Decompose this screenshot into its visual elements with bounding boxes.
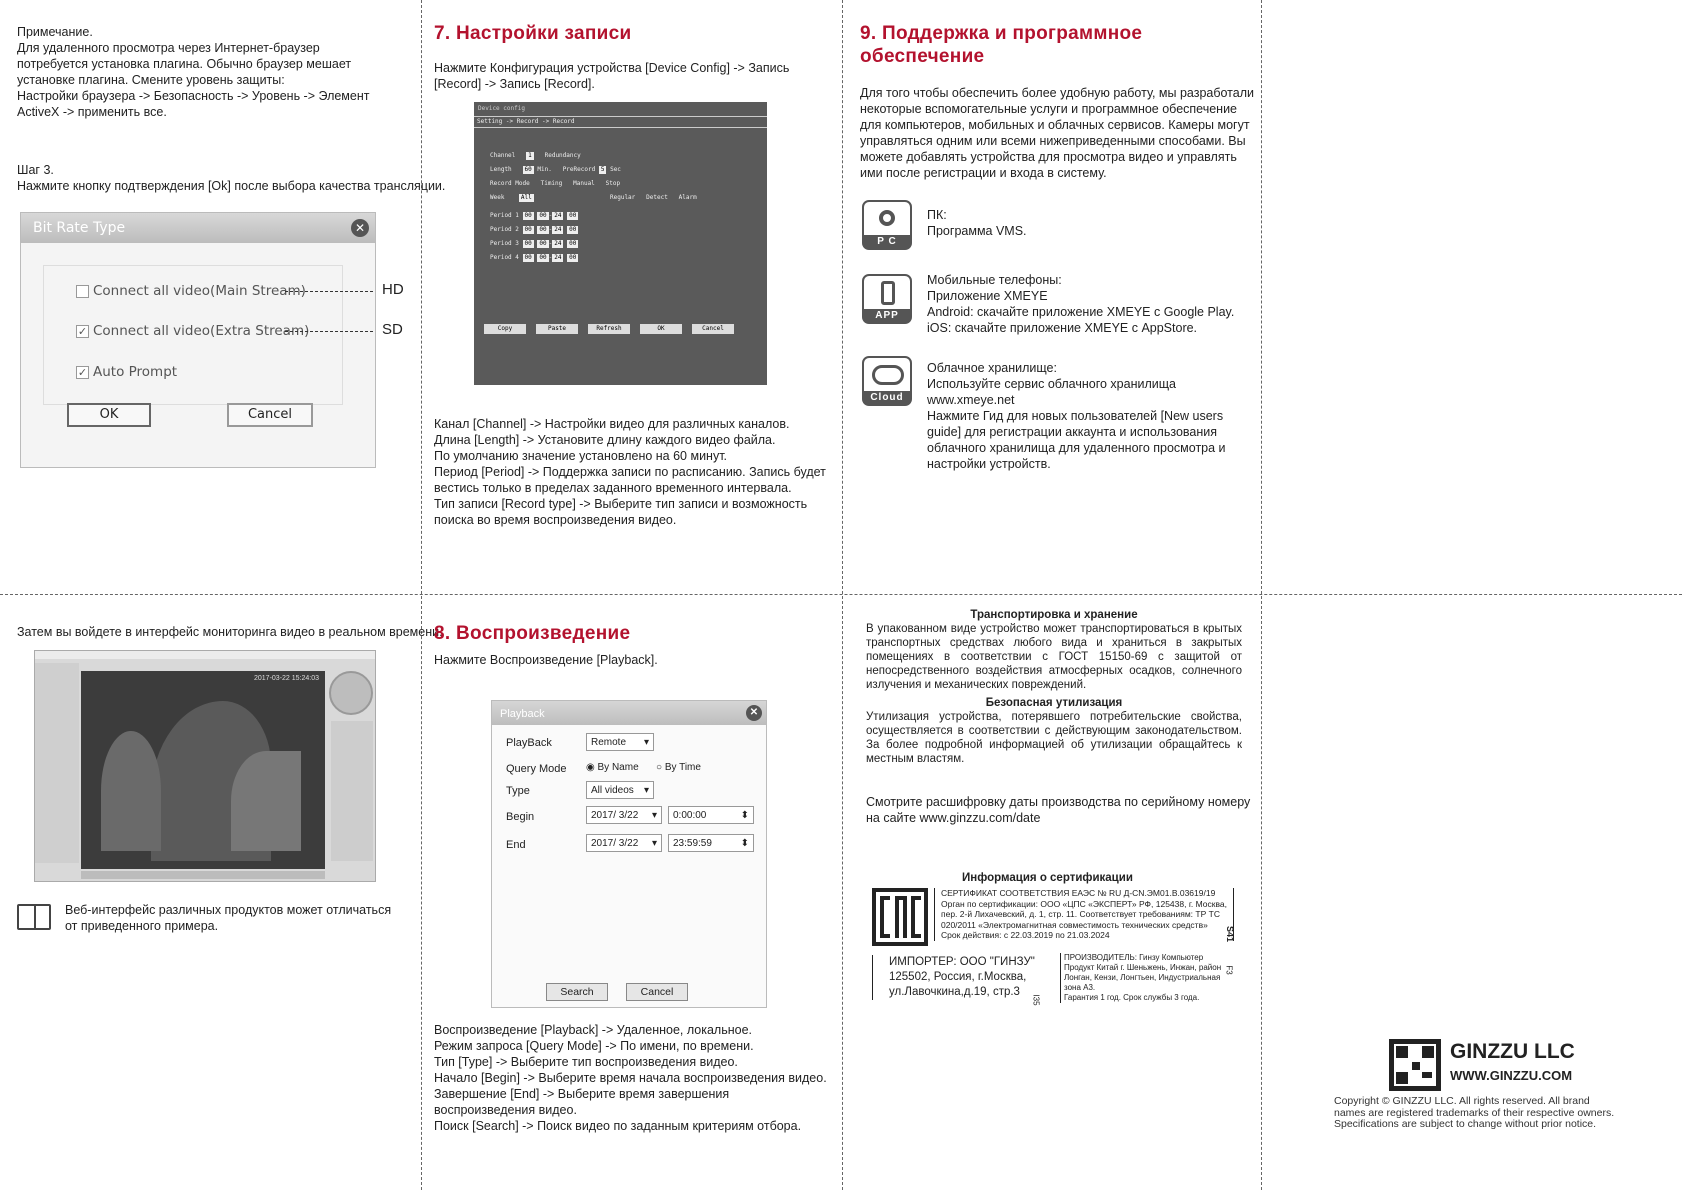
cloud-icon [862,356,912,406]
dialog-title: Playback [500,708,545,720]
text-line: Поиск [Search] -> Поиск видео по заданным критериям отбора. [434,1119,802,1133]
record-intro [434,60,789,92]
text-line: 020/2011 «Электромагнитная совместимость технических средств» [941,919,1208,930]
playback-toolbar [81,871,325,879]
interface-note [65,902,391,934]
manufacturer-info [1060,953,1238,1003]
column-header: Regular [610,194,636,201]
week-row [490,194,534,202]
company-site: WWW.GINZZU.COM [1450,1068,1573,1083]
title-line: обеспечение [860,46,985,67]
close-icon[interactable]: ✕ [746,705,762,721]
text-line: Нажмите кнопку подтверждения [Ok] после выбора качества трансляции. [17,179,446,193]
column-header: Alarm [678,194,697,201]
time-input[interactable]: 00 [569,212,577,219]
cert-title: Информация о сертификации [962,872,1133,884]
text-line: iOS: скачайте приложение XMEYE с AppStore. [927,321,1198,335]
chevron-down-icon: ▾ [643,737,649,748]
dialog-title: Bit Rate Type [33,220,126,236]
text-line: от приведенного примера. [65,919,219,933]
monitor-intro: Затем вы войдете в интерфейс мониторинга видео в реальном времени. [17,625,443,639]
sd-label: SD [382,321,403,338]
app-info [927,272,1234,336]
window-title: Device config [478,105,525,112]
text-line: ПК: [927,208,947,222]
text-line: Android: скачайте приложение XMEYE с Google Play. [927,305,1235,319]
text-line: Для того чтобы обеспечить более удобную работу, мы разработали [860,86,1254,100]
extra-stream-option[interactable] [76,323,309,339]
code-f3: F3 [1224,965,1234,975]
text-line: Мобильные телефоны: [927,273,1062,287]
hd-label: HD [382,281,404,298]
fold-line-3 [1261,0,1262,1190]
by-name-radio[interactable]: ◉ By Name [586,762,639,773]
close-icon[interactable]: ✕ [351,219,369,237]
section-heading: Транспортировка и хранение [970,609,1138,621]
field-label: Min. [537,166,552,173]
menu-bar [35,651,375,659]
field-label: Record Mode [490,180,530,187]
field-label: Period 2 [490,226,519,233]
column-header: Detect [646,194,668,201]
qr-module [1412,1062,1420,1070]
text-line: Срок действия: с 22.03.2019 по 21.03.2024 [941,930,1110,940]
query-mode-label: Query Mode [506,763,567,775]
period-row: Period 4 00 00 - 24 00 [490,254,577,261]
time-input[interactable]: 24 [554,254,562,261]
time-value: 23:59:59 [673,838,712,849]
playback-description [434,1022,827,1134]
cancel-button[interactable]: Cancel [227,403,313,427]
field-label: Period 1 [490,212,519,219]
text-line: Тип [Type] -> Выберите тип воспроизведения видео. [434,1055,738,1069]
text-line: установке плагина. Смените уровень защиты: [17,73,285,87]
text-line: Для удаленного просмотра через Интернет-браузер [17,41,320,55]
time-input[interactable]: 00 [539,226,547,233]
book-spine [34,906,36,928]
radio-label: By Time [664,762,701,773]
type-label: Type [506,785,530,797]
text-line: пер. 2-й Лихачевский, д. 1, стр. 11. Соответствует требованиям: ТР ТС [941,909,1220,919]
dialog-titlebar [21,213,375,243]
section-9-title [860,22,1142,68]
playback-intro: Нажмите Воспроизведение [Playback]. [434,653,658,667]
text-line: Воспроизведение [Playback] -> Удаленное, локальное. [434,1023,753,1037]
time-input[interactable]: 00 [524,226,532,233]
qr-finder [1396,1072,1408,1084]
time-input[interactable]: 00 [524,254,532,261]
spinner-icon: ⬍ [740,838,749,849]
text-line: Используйте сервис облачного хранилища [927,377,1176,391]
text-line: вестись только в пределах заданного временного интервала. [434,481,792,495]
text-line: управляться одним или всеми нижеприведенными способами. Вы [860,134,1246,148]
app-phone-icon [862,274,912,324]
time-input[interactable]: 00 [539,212,547,219]
web-interface-screenshot [34,650,376,882]
text-line: Облачное хранилище: [927,361,1057,375]
text-line: потребуется установка плагина. Обычно браузер мешает [17,57,352,71]
field-label: Redundancy [544,152,581,159]
option-label: Auto Prompt [93,364,178,380]
chevron-down-icon: ▾ [643,785,649,796]
text-line: ПРОИЗВОДИТЕЛЬ: Гинзу Компьютер [1064,953,1204,962]
text-line: Смотрите расшифровку даты производства по серийному номеру [866,795,1251,809]
text-line: воспроизведения видео. [434,1103,577,1117]
text-line: Режим запроса [Query Mode] -> По имени, по времени. [434,1039,754,1053]
plant-shape [101,731,161,851]
text-line: Период [Period] -> Поддержка записи по расписанию. Запись будет [434,465,826,479]
cancel-button[interactable]: Cancel [626,983,688,1001]
cancel-button[interactable]: Cancel [692,324,734,334]
config-path: Setting -> Record -> Record [474,116,767,128]
type-headers [610,194,697,202]
playback-dialog [491,700,767,1008]
text-line: ул.Лавочкина,д.19, стр.3 [889,986,1020,998]
search-button[interactable]: Search [546,983,608,1001]
eac-mark [872,888,928,946]
ptz-panel [331,721,373,861]
main-stream-option[interactable] [76,283,306,299]
time-input[interactable]: 00 [539,254,547,261]
fold-line-2 [842,0,843,1190]
end-time[interactable] [668,834,754,852]
importer-info [872,955,1035,1000]
title-line: 9. Поддержка и программное [860,23,1143,44]
text-line: Длина [Length] -> Установите длину каждого видео файла. [434,433,776,447]
field-label: Sec [610,166,621,173]
time-input[interactable]: 24 [554,240,562,247]
ok-button[interactable]: OK [640,324,682,334]
time-input[interactable]: 00 [524,240,532,247]
time-input[interactable]: 00 [569,254,577,261]
phone-shape [881,281,895,305]
copy-button[interactable]: Copy [484,324,526,334]
qr-finder [1396,1046,1408,1058]
text-line: Лонган, Кензи, Лонгтьен, Индустриальная [1064,973,1221,982]
text-line: Copyright © GINZZU LLC. All rights reserved. All brand [1334,1095,1590,1107]
text-line: Нажмите Конфигурация устройства [Device Config] -> Запись [434,61,790,75]
period-row: Period 1 00 00 - 24 00 [490,212,577,219]
record-description [434,416,826,528]
sd-leader [285,331,373,332]
begin-label: Begin [506,811,535,823]
paste-button[interactable]: Paste [536,324,578,334]
text-line: Начало [Begin] -> Выберите время начала воспроизведения видео. [434,1071,827,1085]
option-label: Connect all video(Main Stream) [93,283,306,299]
checkbox-checked-icon[interactable]: ✓ [77,365,88,379]
field-label: Period 4 [490,254,519,261]
text-line: на сайте www.ginzzu.com/date [866,811,1041,825]
time-input[interactable]: 24 [554,226,562,233]
begin-time[interactable] [668,806,754,824]
camera-lens [879,210,895,226]
device-list [35,663,79,863]
text-line: Веб-интерфейс различных продуктов может отличаться [65,903,392,917]
manual-radio[interactable]: Manual [573,180,595,187]
channel-select[interactable]: 1 [528,152,532,159]
time-input[interactable]: 24 [554,212,562,219]
ok-button[interactable]: OK [67,403,151,427]
paragraph: Утилизация устройства, потерявшего потребительские свойства, осуществляется в соответствии с действующим законодательством. За более подробной информацией об утилизации обращайтесь к местным властям. [866,711,1242,765]
cloud-info [927,360,1226,472]
code-s41: S41 [1225,925,1236,943]
eac-letter [911,896,921,938]
eac-letter [895,896,907,938]
timing-radio[interactable]: Timing [540,180,563,187]
text-line: Настройки браузера -> Безопасность -> Уровень -> Элемент [17,89,370,103]
cloud-shape [872,365,904,385]
pc-info [927,207,1027,239]
week-select[interactable]: All [520,194,532,201]
paragraph: В упакованном виде устройство может транспортироваться в крытых транспортных средствах любого вида и храниться в закрытых помещениях в соответствии с ГОСТ 15150-69 с защитой от непосредственного воздействия атмосферных осадков, солнечного излучения и механических повреждений. [866,623,1242,691]
channel-row [490,152,581,160]
by-time-radio[interactable]: ○ By Time [656,762,701,773]
type-select[interactable] [586,781,654,799]
spinner-icon: ⬍ [740,810,749,821]
length-row [490,166,621,174]
text-line: ActiveX -> применить все. [17,105,167,119]
fold-line-h [0,594,1682,595]
prerecord-input[interactable]: 5 [600,166,605,173]
field-label: PreRecord [562,166,596,173]
text-line: Тип записи [Record type] -> Выберите тип записи и возможность [434,497,808,511]
text-line: зона А3. [1064,983,1096,992]
time-input[interactable]: 00 [539,240,547,247]
text-line: Завершение [End] -> Выберите время завершения [434,1087,730,1101]
copyright-notice [1334,1096,1614,1131]
text-line: для компьютеров, мобильных и облачных сервисов. Камеры могут [860,118,1250,132]
text-line: можете добавлять устройства для просмотра видео и управлять [860,150,1237,164]
time-value: 0:00:00 [673,810,707,821]
select-value: 2017/ 3/22 [591,838,639,849]
refresh-button[interactable]: Refresh [588,324,630,334]
eac-letter [880,896,890,938]
text-line: www.xmeye.net [927,393,1015,407]
text-line: Приложение XMEYE [927,289,1048,303]
support-intro [860,85,1254,181]
company-name: GINZZU LLC [1450,1040,1575,1063]
begin-date[interactable] [586,806,662,824]
text-line: Specifications are subject to change without prior notice. [1334,1118,1597,1130]
checkbox-icon[interactable] [76,285,89,298]
certificate-text [934,888,1234,941]
code-i35: I35 [1031,994,1041,1006]
record-config-window [474,102,767,385]
live-video-view [81,671,325,869]
text-line: Примечание. [17,25,93,39]
mode-row [490,180,620,188]
text-line: некоторые вспомогательные услуги и программное обеспечение [860,102,1238,116]
text-line: Гарантия 1 год. Срок службы 3 года. [1064,993,1200,1002]
text-line: СЕРТИФИКАТ СООТВЕТСТВИЯ ЕАЭС № RU Д-CN.ЭМ01.В.03619/19 [941,888,1216,898]
time-input[interactable]: 00 [524,212,532,219]
time-input[interactable]: 00 [569,240,577,247]
playback-select[interactable] [586,733,654,751]
end-date[interactable] [586,834,662,852]
section-7-title: 7. Настройки записи [434,23,632,44]
length-input[interactable]: 60 [524,166,532,173]
text-line: поиска во время воспроизведения видео. [434,513,677,527]
video-timestamp: 2017-03-22 15:24:03 [254,675,319,682]
browser-note [17,24,412,120]
select-value: 2017/ 3/22 [591,810,639,821]
field-label: Channel [490,152,516,159]
text-line: настройки устройств. [927,457,1051,471]
select-value: All videos [591,785,634,796]
end-label: End [506,839,526,851]
chevron-down-icon: ▾ [651,838,657,849]
text-line: 125502, Россия, г.Москва, [889,971,1027,983]
step-3 [17,162,446,194]
text-line: Нажмите Гид для новых пользователей [New users [927,409,1224,423]
qr-module [1422,1072,1432,1078]
field-label: Length [490,166,512,173]
select-value: Remote [591,737,627,748]
text-line: Продукт Китай г. Шеньжень, Инжан, район [1064,963,1222,972]
text-line: ими после регистрации и входа в систему. [860,166,1107,180]
text-line: ИМПОРТЕР: ООО "ГИНЗУ" [889,956,1035,968]
bitrate-dialog [20,212,376,468]
field-label: Period 3 [490,240,519,247]
dialog-titlebar [492,701,766,725]
stop-radio[interactable]: Stop [605,180,621,187]
option-label: Connect all video(Extra Stream) [93,323,310,339]
auto-prompt-option[interactable] [76,364,177,380]
text-line: names are registered trademarks of their respective owners. [1334,1106,1615,1119]
section-8-title: 8. Воспроизведение [434,623,631,644]
checkbox-checked-icon[interactable]: ✓ [77,324,88,338]
time-input[interactable]: 00 [569,226,577,233]
text-line: Шаг 3. [17,163,54,177]
radio-label: By Name [597,762,639,773]
pc-camera-icon [862,200,912,250]
text-line: Канал [Channel] -> Настройки видео для различных каналов. [434,417,790,431]
storage-section [866,608,1242,766]
text-line: Программа VMS. [927,224,1027,238]
field-label: Week [490,194,505,201]
period-row: Period 3 00 00 - 24 00 [490,240,577,247]
hd-leader [285,291,373,292]
plant-shape [231,751,301,851]
period-row: Period 2 00 00 - 24 00 [490,226,577,233]
book-icon [17,904,51,930]
icon-label: APP [864,309,910,322]
ptz-control-icon[interactable] [329,671,373,715]
qr-finder [1422,1046,1434,1058]
text-line: Орган по сертификации: ООО «ЦПС «ЭКСПЕРТ» РФ, 125438, г. Москва, [941,898,1227,909]
icon-label: Cloud [864,391,910,404]
qr-code-icon [1389,1039,1441,1091]
text-line: [Record] -> Запись [Record]. [434,77,595,91]
text-line: облачного хранилища для удаленного просмотра и [927,441,1226,455]
icon-label: P C [864,235,910,248]
date-info [866,794,1250,826]
text-line: По умолчанию значение установлено на 60 минут. [434,449,728,463]
chevron-down-icon: ▾ [651,810,657,821]
text-line: guide] для регистрации аккаунта и использования [927,425,1218,439]
playback-label: PlayBack [506,737,552,749]
section-heading: Безопасная утилизация [985,697,1123,709]
